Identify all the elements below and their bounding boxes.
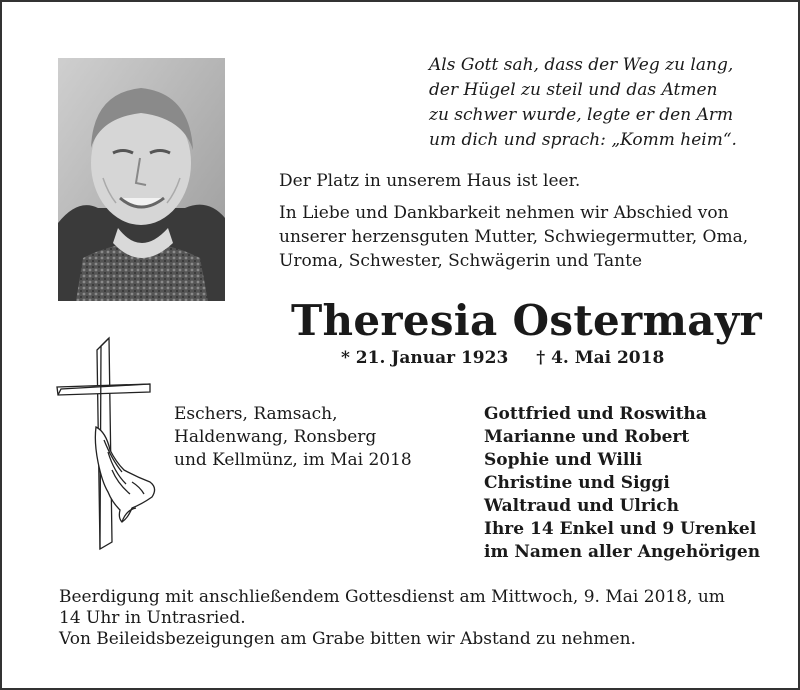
poem-line: zu schwer wurde, legte er den Arm (429, 105, 734, 125)
mourner-line: Sophie und Willi (484, 450, 643, 470)
birth-date: * 21. Januar 1923 (341, 348, 509, 368)
mourner-line: Gottfried und Roswitha (484, 404, 707, 424)
place-line: Haldenwang, Ronsberg (174, 427, 377, 447)
intro-line: Uroma, Schwester, Schwägerin und Tante (279, 251, 643, 271)
death-date: † 4. Mai 2018 (536, 348, 665, 368)
funeral-line: Von Beileidsbezeigungen am Grabe bitten wir Abstand zu nehmen. (59, 629, 636, 649)
mourner-line: Waltraud und Ulrich (484, 496, 680, 516)
mourner-line: Christine und Siggi (484, 473, 670, 493)
funeral-line: Beerdigung mit anschließendem Gottesdienst am Mittwoch, 9. Mai 2018, um (59, 587, 725, 607)
intro-line: unserer herzensguten Mutter, Schwiegermutter, Oma, (279, 227, 749, 247)
funeral-line: 14 Uhr in Untrasried. (59, 608, 246, 628)
mourner-line: im Namen aller Angehörigen (484, 542, 761, 562)
life-dates (341, 347, 664, 369)
place-and-date (174, 403, 412, 472)
mourner-line: Marianne und Robert (484, 427, 690, 447)
funeral-info (59, 587, 769, 650)
mourner-line: Ihre 14 Enkel und 9 Urenkel (484, 519, 757, 539)
intro-line: In Liebe und Dankbarkeit nehmen wir Abschied von (279, 203, 729, 223)
poem-line: der Hügel zu steil und das Atmen (429, 80, 718, 100)
portrait-image (58, 58, 225, 301)
intro-line: Der Platz in unserem Haus ist leer. (279, 171, 581, 191)
mourners-list (484, 403, 760, 564)
place-line: Eschers, Ramsach, (174, 404, 338, 424)
deceased-name: Theresia Ostermayr (291, 296, 762, 345)
poem-line: Als Gott sah, dass der Weg zu lang, (429, 55, 734, 75)
poem-line: um dich und sprach: „Komm heim“. (429, 130, 737, 150)
cross-with-praying-hands-icon (52, 332, 167, 556)
place-line: und Kellmünz, im Mai 2018 (174, 450, 412, 470)
poem-quote (429, 53, 769, 153)
portrait-photo (58, 58, 225, 301)
intro-text (279, 169, 779, 273)
